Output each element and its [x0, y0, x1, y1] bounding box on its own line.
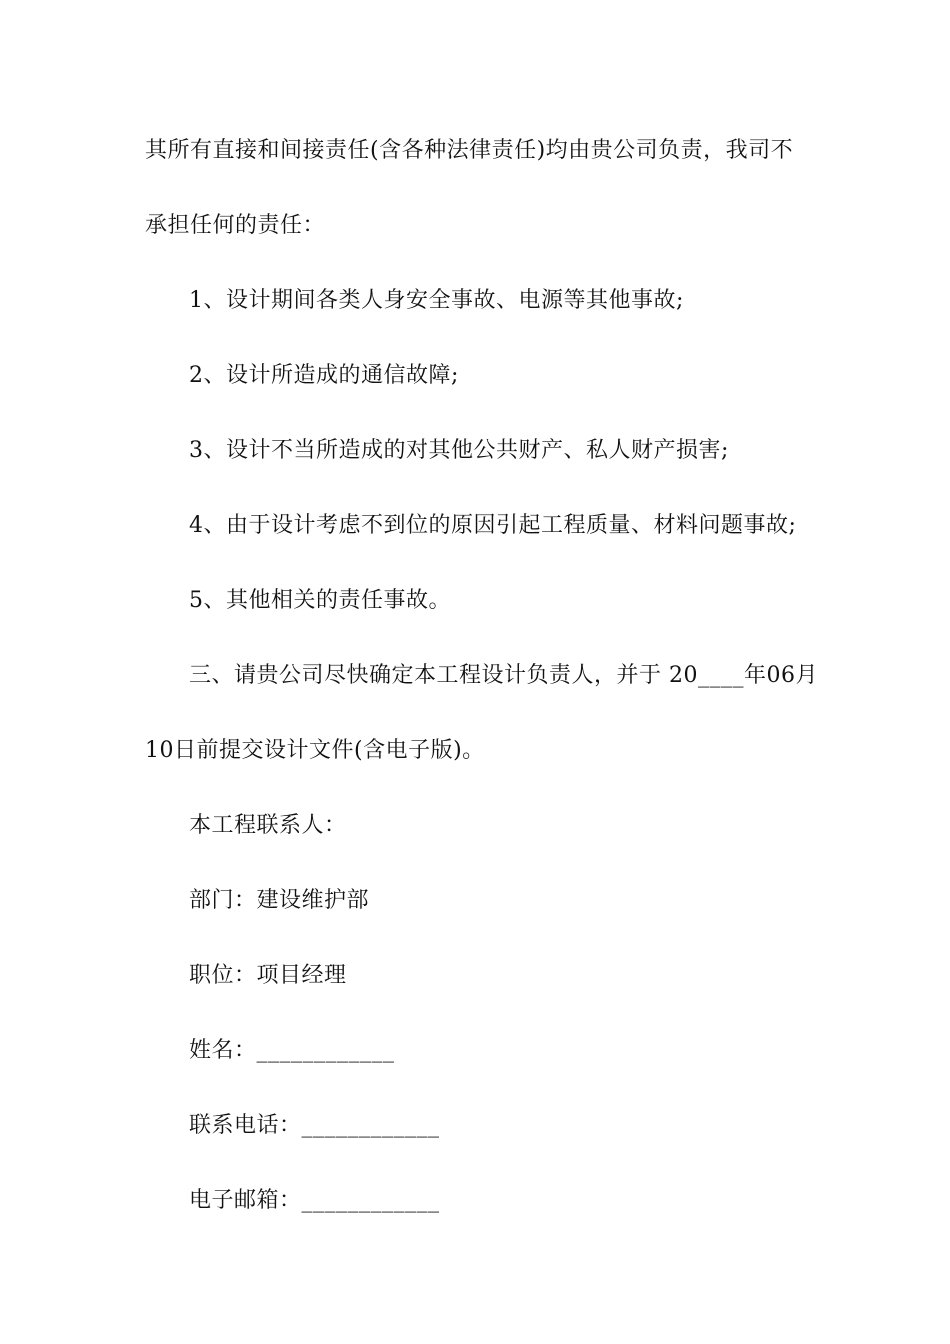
contact-phone: 联系电话：____________ [189, 1113, 440, 1138]
paragraph-section-three-line-1: 三、请贵公司尽快确定本工程设计负责人，并于 20____年06月 [189, 663, 818, 688]
contact-department: 部门：建设维护部 [189, 888, 370, 913]
contact-heading: 本工程联系人： [189, 813, 347, 838]
list-item-1: 1、设计期间各类人身安全事故、电源等其他事故; [189, 288, 684, 313]
contact-position: 职位：项目经理 [189, 963, 347, 988]
list-item-5: 5、其他相关的责任事故。 [189, 588, 451, 613]
contact-name: 姓名：____________ [189, 1038, 395, 1063]
contact-email: 电子邮箱：____________ [189, 1188, 440, 1213]
paragraph-liability-line-1: 其所有直接和间接责任(含各种法律责任)均由贵公司负责，我司不 [145, 138, 794, 163]
paragraph-section-three-line-2: 10日前提交设计文件(含电子版)。 [145, 738, 485, 763]
paragraph-liability-line-2: 承担任何的责任： [145, 213, 326, 238]
list-item-4: 4、由于设计考虑不到位的原因引起工程质量、材料问题事故; [189, 513, 797, 538]
list-item-3: 3、设计不当所造成的对其他公共财产、私人财产损害; [189, 438, 729, 463]
list-item-2: 2、设计所造成的通信故障; [189, 363, 459, 388]
